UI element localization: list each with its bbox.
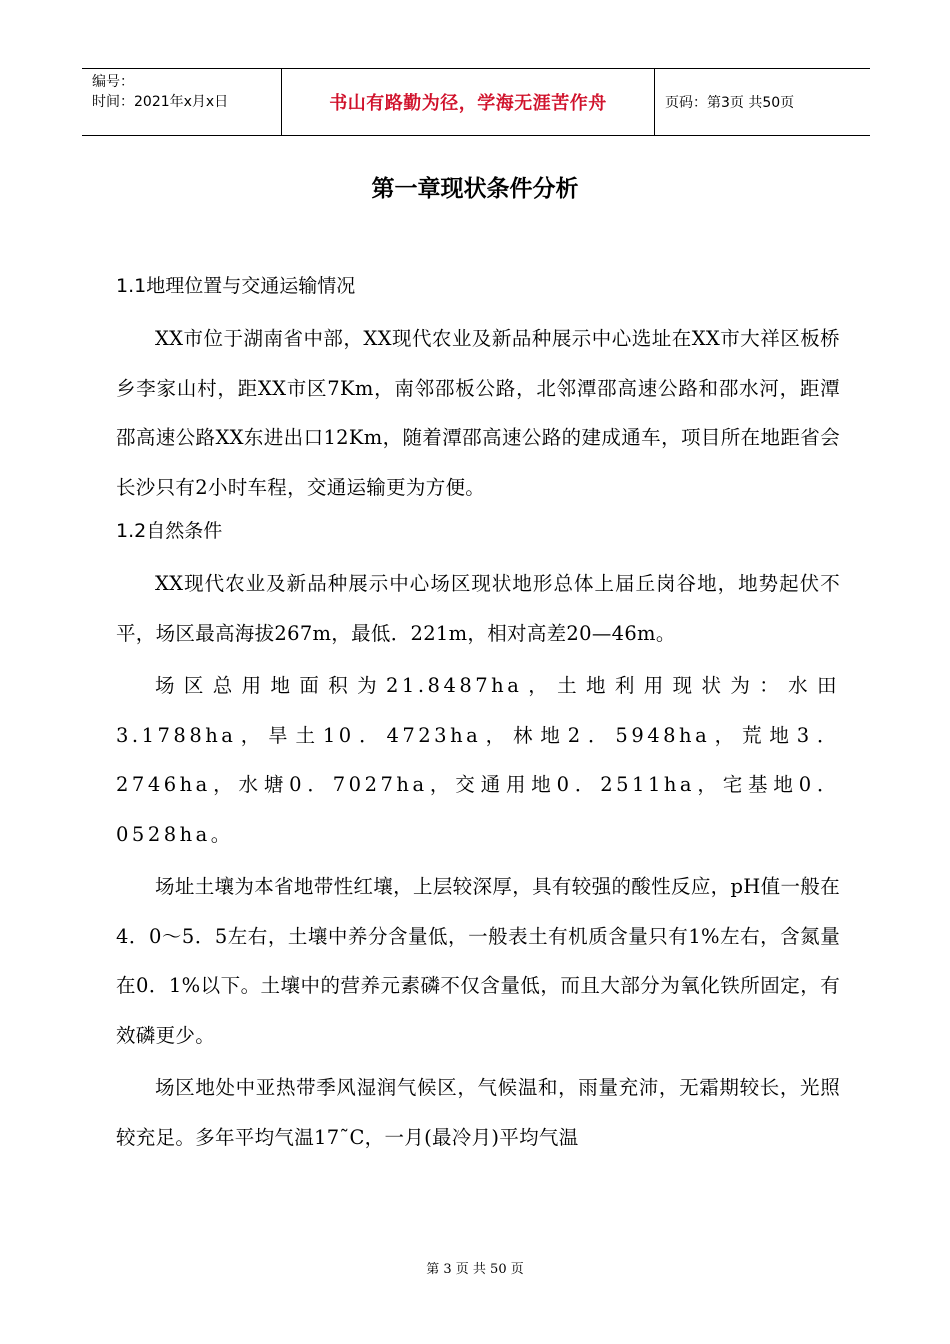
header-motto-cell xyxy=(282,69,655,135)
paragraph-location: XX市位于湖南省中部，XX现代农业及新品种展示中心选址在XX市大祥区板桥乡李家山村，距XX市区7Km，南邻邵板公路，北邻潭邵高速公路和邵水河，距潭邵高速公路XX东进出口12Km，随着潭邵高速公路的建成通车，项目所在地距省会长沙只有2小时车程，交通运输更为方便。 xyxy=(116,327,840,499)
paragraph-land-use: 场区总用地面积为21.8487ha，土地利用现状为：水田3.1788ha，旱土10．4723ha，林地2．5948ha，荒地3．2746ha，水塘0．7027ha，交通用地0．2511ha，宅基地0．0528ha。 xyxy=(116,674,840,846)
section-heading-1-2: 1.2自然条件 xyxy=(116,520,223,542)
header-meta xyxy=(82,69,282,135)
motto-text: 书山有路勤为径，学海无涯苦作舟 xyxy=(329,93,607,114)
time-label: 时间：2021年x月x日 xyxy=(92,94,229,110)
paragraph-climate: 场区地处中亚热带季风湿润气候区，气候温和，雨量充沛，无霜期较长，光照较充足。多年平均气温17˜C，一月(最冷月)平均气温 xyxy=(116,1076,840,1149)
chapter-title: 第一章现状条件分析 xyxy=(371,176,579,202)
paragraph-terrain: XX现代农业及新品种展示中心场区现状地形总体上届丘岗谷地，地势起伏不平，场区最高海拔267m，最低．221m，相对高差20—46m。 xyxy=(116,572,840,645)
document-header xyxy=(82,68,870,136)
paragraph-soil: 场址土壤为本省地带性红壤，上层较深厚，具有较强的酸性反应，pH值一般在4．0～5．5左右，土壤中养分含量低，一般表土有机质含量只有1%左右，含氮量在0．1%以下。土壤中的营养元素磷不仅含量低，而且大部分为氧化铁所固定，有效磷更少。 xyxy=(116,875,840,1047)
page-info-text: 页码：第3页 共50页 xyxy=(665,95,795,111)
document-body xyxy=(116,270,840,1165)
number-label: 编号： xyxy=(92,74,134,90)
section-heading-1-1: 1.1地理位置与交通运输情况 xyxy=(116,275,356,297)
header-page-info xyxy=(655,69,870,135)
page-footer: 第 3 页 共 50 页 xyxy=(426,1262,524,1277)
